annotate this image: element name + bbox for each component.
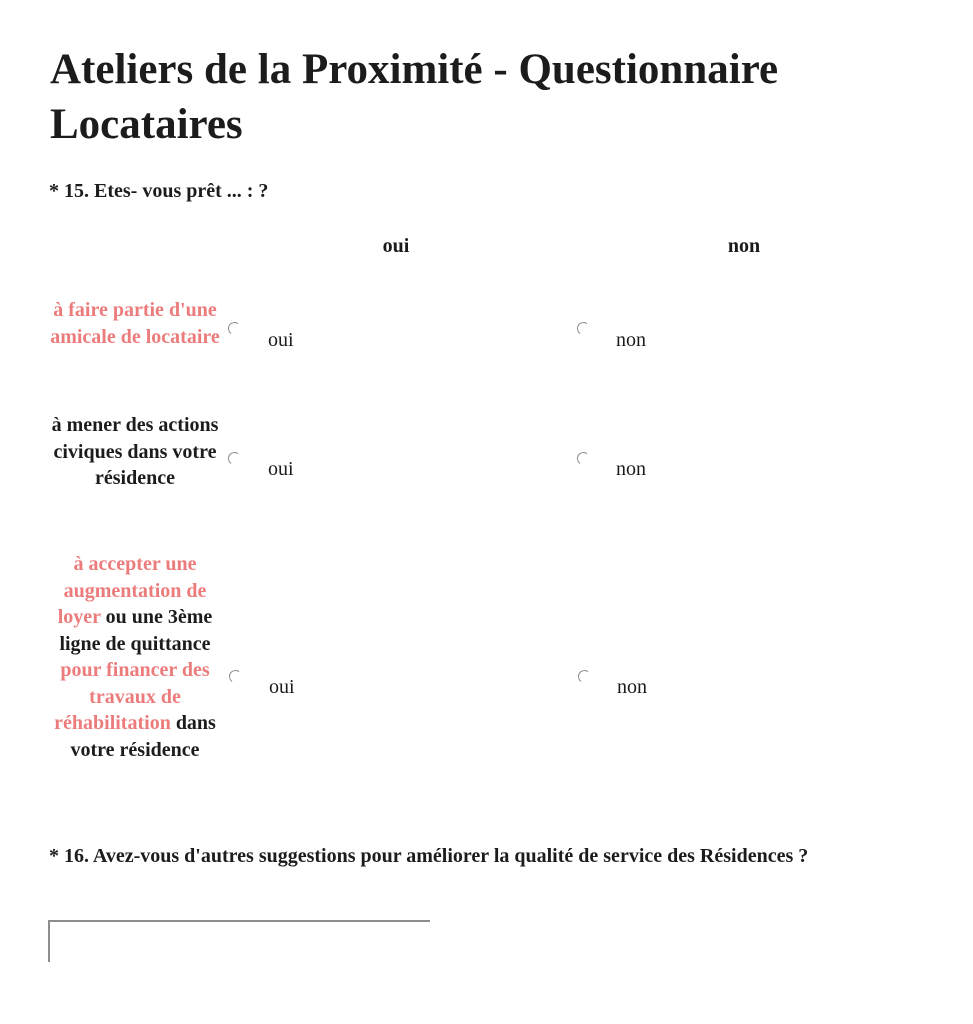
radio-augmentation-oui[interactable] <box>228 669 243 684</box>
radio-amicale-oui[interactable] <box>227 321 242 336</box>
column-header-non: non <box>727 235 761 257</box>
option-label-non: non <box>617 676 647 698</box>
row-label-augmentation-loyer <box>46 551 224 763</box>
option-label-non: non <box>616 329 646 351</box>
suggestions-textarea[interactable] <box>48 920 430 962</box>
column-header-oui: oui <box>382 235 410 257</box>
row-label-amicale <box>46 297 224 350</box>
question-15: * 15. Etes- vous prêt ... : ? <box>49 180 269 202</box>
row-label-part: ou une 3ème ligne de quittance <box>59 606 213 655</box>
row-label-actions-civiques <box>46 412 224 492</box>
option-label-oui: oui <box>268 329 294 351</box>
question-16: * 16. Avez-vous d'autres suggestions pour améliorer la qualité de service des Résidences ? <box>49 845 809 867</box>
option-label-oui: oui <box>269 676 295 698</box>
row-label-part: à faire partie d'une amicale de locataire <box>50 299 220 348</box>
row-label-part: dans votre résidence <box>70 712 216 761</box>
radio-actions-oui[interactable] <box>227 451 242 466</box>
radio-amicale-non[interactable] <box>576 321 591 336</box>
radio-actions-non[interactable] <box>576 451 591 466</box>
page-title: Ateliers de la Proximité - Questionnaire Locataires <box>50 46 779 148</box>
option-label-oui: oui <box>268 458 294 480</box>
radio-augmentation-non[interactable] <box>577 669 592 684</box>
row-label-part: à accepter une augmentation de loyer <box>57 553 207 628</box>
row-label-part: à mener des actions civiques dans votre résidence <box>51 414 219 489</box>
option-label-non: non <box>616 458 646 480</box>
row-label-part: pour financer des travaux de réhabilitation <box>54 659 210 734</box>
